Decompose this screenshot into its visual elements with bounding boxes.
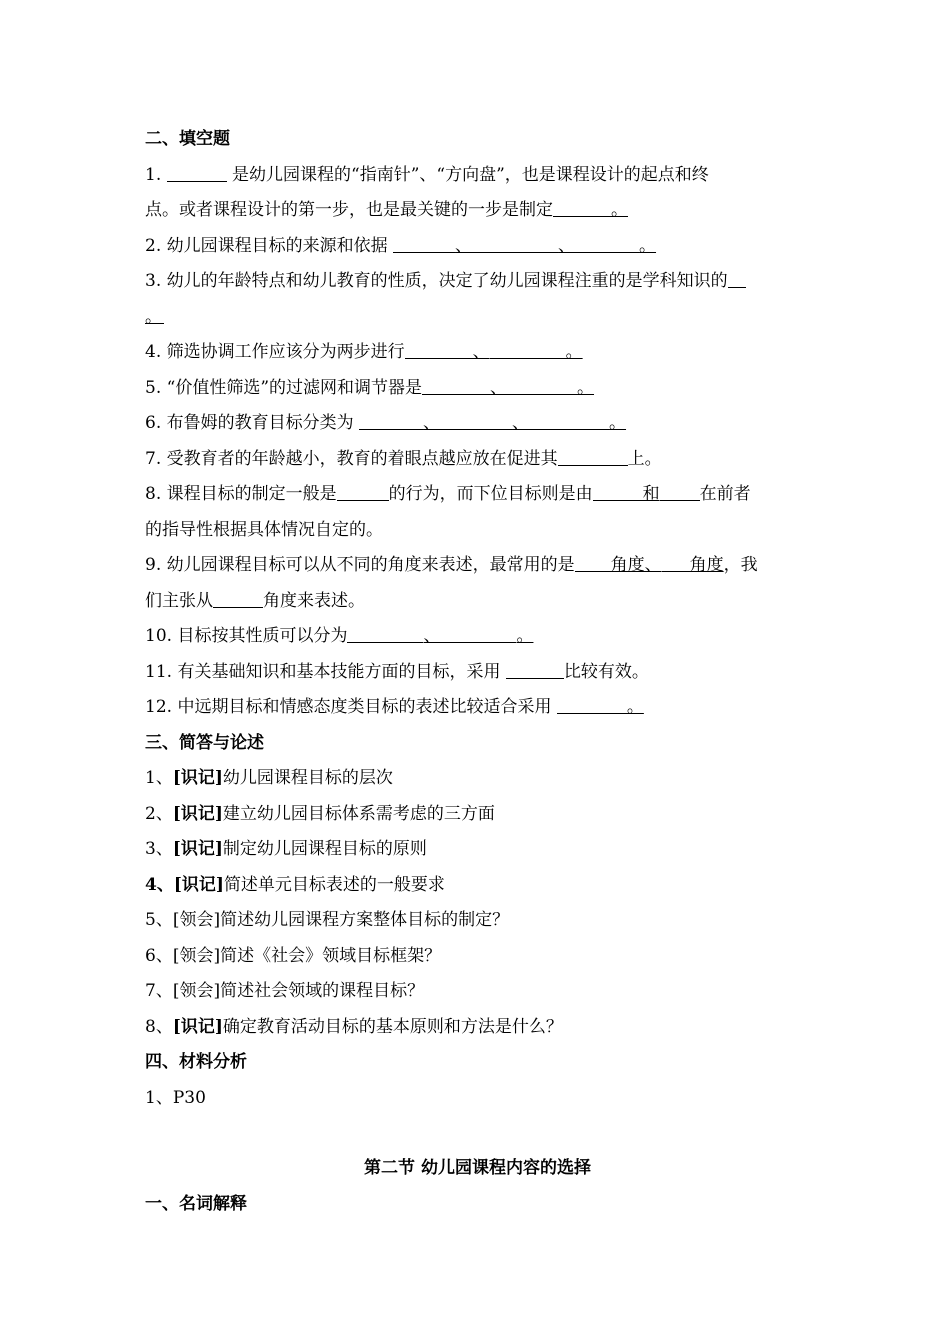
answer-blank[interactable]	[553, 199, 611, 217]
question-3-line-2: 。	[145, 306, 162, 327]
short-answer-item: 2、[识记]建立幼儿园目标体系需考虑的三方面	[145, 803, 495, 824]
section-heading-terms: 一、名词解释	[145, 1193, 247, 1214]
question-12: 12. 中远期目标和情感态度类目标的表述比较适合采用 。	[145, 697, 644, 717]
answer-blank[interactable]	[660, 483, 700, 501]
answer-blank[interactable]	[575, 235, 639, 253]
question-3-line-1: 3. 幼儿的年龄特点和幼儿教育的性质，决定了幼儿园课程注重的是学科知识的	[145, 264, 810, 300]
question-4: 4. 筛选协调工作应该分为两步进行 、 。	[145, 342, 583, 362]
short-answer-item: 3、[识记]制定幼儿园课程目标的原则	[145, 839, 427, 859]
section-title: 第二节 幼儿园课程内容的选择	[364, 1158, 591, 1178]
answer-blank[interactable]	[337, 483, 389, 501]
answer-blank[interactable]	[557, 696, 627, 714]
question-10: 10. 目标按其性质可以分为 、 。	[145, 626, 534, 646]
answer-blank[interactable]	[558, 448, 628, 466]
document-page	[145, 122, 810, 1222]
answer-blank[interactable]	[167, 164, 227, 182]
question-11: 11. 有关基础知识和基本技能方面的目标，采用 比较有效。	[145, 661, 649, 682]
answer-blank[interactable]	[662, 554, 690, 572]
question-6: 6. 布鲁姆的教育目标分类为 、 、 。	[145, 413, 627, 433]
answer-blank[interactable]	[506, 661, 564, 679]
short-answer-item: 7、[领会]简述社会领域的课程目标？	[145, 981, 425, 1001]
question-1-line-2: 点。或者课程设计的第一步，也是最关键的一步是制定 。	[145, 200, 628, 220]
answer-blank[interactable]	[490, 341, 566, 359]
section-heading-material-analysis: 四、材料分析	[145, 1052, 247, 1072]
answer-blank[interactable]	[575, 554, 611, 572]
answer-blank[interactable]	[422, 377, 490, 395]
question-1-line-1: 1. 是幼儿园课程的“指南针”、“方向盘”，也是课程设计的起点和终	[145, 164, 709, 185]
question-9-line-1: 9. 幼儿园课程目标可以从不同的角度来表述，最常用的是 角度、 角度，我	[145, 555, 758, 575]
short-answer-item: 6、[领会]简述《社会》领域目标框架？	[145, 945, 442, 966]
answer-blank[interactable]	[359, 412, 423, 430]
answer-blank[interactable]	[393, 235, 455, 253]
section-heading-short-answer: 三、简答与论述	[145, 732, 264, 753]
section-heading-fill-blank: 二、填空题	[145, 129, 230, 149]
answer-blank[interactable]	[347, 625, 423, 643]
question-8-line-1: 8. 课程目标的制定一般是 的行为，而下位目标则是由 和 在前者	[145, 484, 751, 504]
answer-blank[interactable]	[405, 341, 473, 359]
answer-blank[interactable]	[728, 270, 746, 288]
answer-blank[interactable]	[440, 625, 516, 643]
short-answer-item: 4、[识记]简述单元目标表述的一般要求	[145, 874, 445, 895]
short-answer-item: 8、[识记]确定教育活动目标的基本原则和方法是什么？	[145, 1016, 563, 1037]
answer-blank[interactable]	[507, 377, 577, 395]
answer-blank[interactable]	[440, 412, 512, 430]
material-analysis-item: 1、P30	[145, 1087, 206, 1108]
short-answer-item: 1、[识记]幼儿园课程目标的层次	[145, 768, 393, 788]
short-answer-item: 5、[领会]简述幼儿园课程方案整体目标的制定？	[145, 910, 510, 930]
question-5: 5. “价值性筛选”的过滤网和调节器是 、 。	[145, 377, 595, 398]
question-8-line-2: 的指导性根据具体情况自定的。	[145, 519, 383, 540]
question-2: 2. 幼儿园课程目标的来源和依据 、 、 。	[145, 235, 657, 256]
question-9-line-2: 们主张从 角度来表述。	[145, 590, 365, 611]
question-7: 7. 受教育者的年龄越小，教育的着眼点越应放在促进其 上。	[145, 448, 662, 469]
answer-blank[interactable]	[472, 235, 558, 253]
answer-blank[interactable]	[213, 590, 263, 608]
answer-blank[interactable]	[593, 483, 643, 501]
answer-blank[interactable]	[529, 412, 609, 430]
